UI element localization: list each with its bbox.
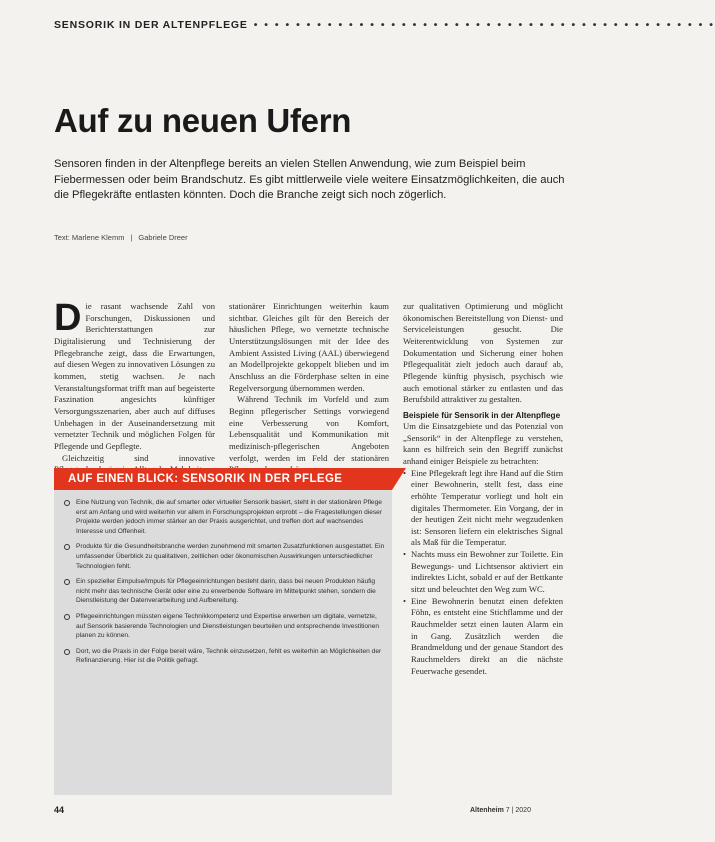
summary-item-text: Dort, wo die Praxis in der Folge bereit wäre, Technik einzusetzen, fehlt es weiterhin an Möglichkeiten der Refinanzierung. Hier ist die Politik gefragt. xyxy=(76,647,382,665)
summary-item-text: Ein spezieller Eimpulse/Impuls für Pflegeeinrichtungen besteht darin, dass bei neuen Produkten häufig nicht mehr das technische Gerät oder eine zu erwerbende Software im Mittelpunkt stehen, sondern die Dienstleistung der Datenverarbeitung und Aufbereitung. xyxy=(76,578,376,605)
list-item xyxy=(64,498,386,536)
summary-box xyxy=(54,468,392,795)
section-label-text: SENSORIK IN DER ALTENPFLEGE xyxy=(54,19,254,31)
magazine-issue xyxy=(470,807,580,814)
list-item xyxy=(64,612,386,641)
article-lead: Sensoren finden in der Altenpflege bereits an vielen Stellen Anwendung, wie zum Beispiel beim Fiebermessen oder beim Brandschutz. Es gibt mittlerweile viele weitere Einsatzmöglichkeiten, die auch die Pflegekräfte entlasten könnten. Doch die Branche zeigt sich noch zögerlich. xyxy=(54,158,565,202)
column-3-paragraph-1: zur qualitativen Optimierung und möglicht ökonomischen Bereitstellung von Dienst- und Serviceleistungen gesucht. Die Weiterentwicklung von Systemen zur Dokumentation und Sicherung einer hohen Pflegequalität zielt jedoch auch darauf ab, Pflegende künftig physisch, psychisch wie auch emotional stärker zu entlasten und das Berufsbild attraktiver zu gestalten. xyxy=(403,301,563,405)
column-3-subheading: Beispiele für Sensorik in der Altenpflege xyxy=(403,410,561,420)
circle-bullet-icon xyxy=(64,614,70,620)
article-headline: Auf zu neuen Ufern xyxy=(54,102,352,139)
circle-bullet-icon xyxy=(64,544,70,550)
list-item xyxy=(64,577,386,606)
circle-bullet-icon xyxy=(64,649,70,655)
summary-item-text: Eine Nutzung von Technik, die auf smarter oder virtueller Sensorik basiert, steht in der stationären Pflege erst am Anfang und wird weiterhin vor allem in Forschungsprojekten erprobt – die Fragestellungen dieser Projekte werden jedoch immer stärker an der Praxis ausgerichtet, und treffen dort auf wachsendes Interesse und Offenheit. xyxy=(76,499,383,535)
summary-list xyxy=(64,498,386,672)
summary-item-text: Produkte für die Gesundheitsbranche werden zunehmend mit smarten Zusatzfunktionen ausgestattet. Ein umfassender Überblick zu qualitativen, zeitlichen oder ökonomischen Auswirkungen unterschiedlicher Technologien fehlt. xyxy=(76,543,385,570)
byline-author-1: Text: Marlene Klemm xyxy=(54,233,125,242)
column-2-paragraph-2: Während Technik im Vorfeld und zum Beginn pflegerischer Settings vorwiegend eine Verbesserung von Komfort, Lebensqualität und Kommunikation mit medizinisch-pflegerischen Angeboten verfolgt, werden im Feld der stationären xyxy=(229,394,389,463)
article-column-3 xyxy=(403,301,563,801)
summary-box-title: AUF EINEN BLICK: SENSORIK IN DER PFLEGE xyxy=(54,468,392,490)
issue-number: 7 | 2020 xyxy=(505,807,531,814)
section-dots: • • • • • • • • • • • • • • • • • • • • • • • • • • • • • • • • • • • • • • • • • • • • xyxy=(253,19,715,31)
byline xyxy=(54,233,354,242)
circle-bullet-icon xyxy=(64,500,70,506)
column-3-paragraph-2: Um die Einsatzgebiete und das Potenzial von „Sensorik“ in der Altenpflege zu verstehen, kann es hilfreich sein den Begriff zunächst anhand einiger Beispiele zu betrachten: xyxy=(403,420,563,466)
list-item: • Nachts muss ein Bewohner zur Toilette. Ein Bewegungs- und Lichtsensor aktiviert ein indirektes Licht, sobald er auf der Bettkante sitzt und beleuchtet den Weg zum WC. xyxy=(403,549,563,596)
article-column-2 xyxy=(229,301,389,467)
byline-separator: | xyxy=(130,233,133,242)
column-1-paragraph-1-text: ie rasant wachsende Zahl von Forschungen, Diskussionen und Berichterstattungen zur Digitalisierung und Technisierung der Pflegebranche zeigt, dass die Erwartungen, auf diesen Wegen zu innovativen Lösungen zu kommen, stetig wachsen. Je nach Veranstaltungsformat trifft man auf begeisterte Faszination angesichts künftiger Versorgungsszenarien, aber auch auf diffuses Unbehagen in der Auseinandersetzung mit vernetzter Technik und möglichen Folgen für Pflegende und Gepflegte. xyxy=(54,301,215,451)
section-label xyxy=(54,19,715,41)
magazine-name: Altenheim xyxy=(470,807,504,814)
article-column-1 xyxy=(54,297,215,467)
list-item xyxy=(64,542,386,571)
list-item: • Eine Bewohnerin benutzt einen defekten Föhn, es entsteht eine Stichflamme und der Rauchmelder setzt einen lauten Alarm ein in Gang. Zusätzlich werden die Brandmeldung und der genaue Standort des Rauchmelders direkt an die nächste Feuerwache gesendet. xyxy=(403,596,563,678)
circle-bullet-icon xyxy=(64,579,70,585)
column-1-paragraph-1 xyxy=(54,297,215,453)
column-2-paragraph-1: stationärer Einrichtungen weiterhin kaum sichtbar. Gleiches gilt für den Bereich der häuslichen Pflege, wo vernetzte technische Unterstützungslösungen mit der Idee des Ambient Assisted Living (AAL) überwiegend an Modellprojekte gekoppelt blieben und im Anschluss an die Förderphase selten in eine Regelversorgung übernommen werden. xyxy=(229,301,389,393)
summary-item-text: Pflegeeinrichtungen müssten eigene Technikkompetenz und Expertise erwerben um digitale, vernetzte, auf Sensorik basierende Technologien und Dienstleistungen beurteilen und entsprechende Investitionen planen zu können. xyxy=(76,612,380,640)
list-item xyxy=(64,647,386,666)
list-item: • Eine Pflegekraft legt ihre Hand auf die Stirn einer Bewohnerin, stellt fest, dass eine erhöhte Temperatur vorliegt und holt ein digitales Thermometer. Ein Vorgang, der in der heutigen Zeit nicht mehr wegzudenken ist: Sensoren liefern ein elektrisches Signal als Maß für die Temperatur. xyxy=(403,468,563,550)
byline-author-2: Gabriele Dreer xyxy=(138,233,188,242)
column-1-paragraph-2: Gleichzeitig sind innovative xyxy=(62,452,215,463)
examples-list xyxy=(403,468,563,678)
page-number: 44 xyxy=(54,805,65,815)
drop-cap: D xyxy=(54,297,82,339)
